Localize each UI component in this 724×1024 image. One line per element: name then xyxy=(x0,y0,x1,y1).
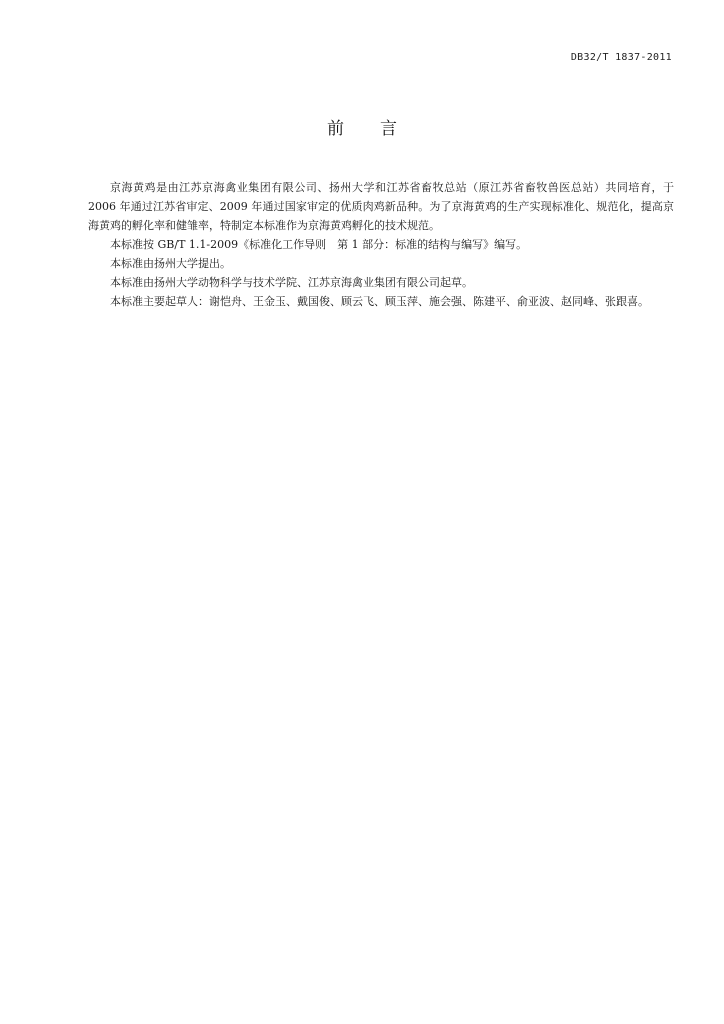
paragraph-drafting-units: 本标准由扬州大学动物科学与技术学院、江苏京海禽业集团有限公司起草。 xyxy=(110,276,473,289)
foreword-body xyxy=(88,178,674,311)
page-title xyxy=(0,114,724,139)
paragraph-drafters: 本标准主要起草人：谢恺舟、王金玉、戴国俊、顾云飞、顾玉萍、施会强、陈建平、俞亚波、赵同峰、张跟喜。 xyxy=(110,295,649,308)
paragraph-intro: 京海黄鸡是由江苏京海禽业集团有限公司、扬州大学和江苏省畜牧总站（原江苏省畜牧兽医总站）共同培育，于 2006 年通过江苏省审定、2009 年通过国家审定的优质肉鸡新品种。为了京海黄鸡的生产实现标准化、规范化，提高京海黄鸡的孵化率和健雏率，特制定本标准作为京海黄鸡孵化的技术规范。 xyxy=(88,181,674,232)
paragraph-proposer: 本标准由扬州大学提出。 xyxy=(110,257,231,270)
paragraph-drafting-rules: 本标准按 GB/T 1.1-2009《标准化工作导则 第 1 部分：标准的结构与编写》编写。 xyxy=(110,238,528,251)
title-char-1: 前 xyxy=(327,119,344,139)
title-char-2: 言 xyxy=(380,119,397,139)
standard-number: DB32/T 1837-2011 xyxy=(570,52,672,63)
